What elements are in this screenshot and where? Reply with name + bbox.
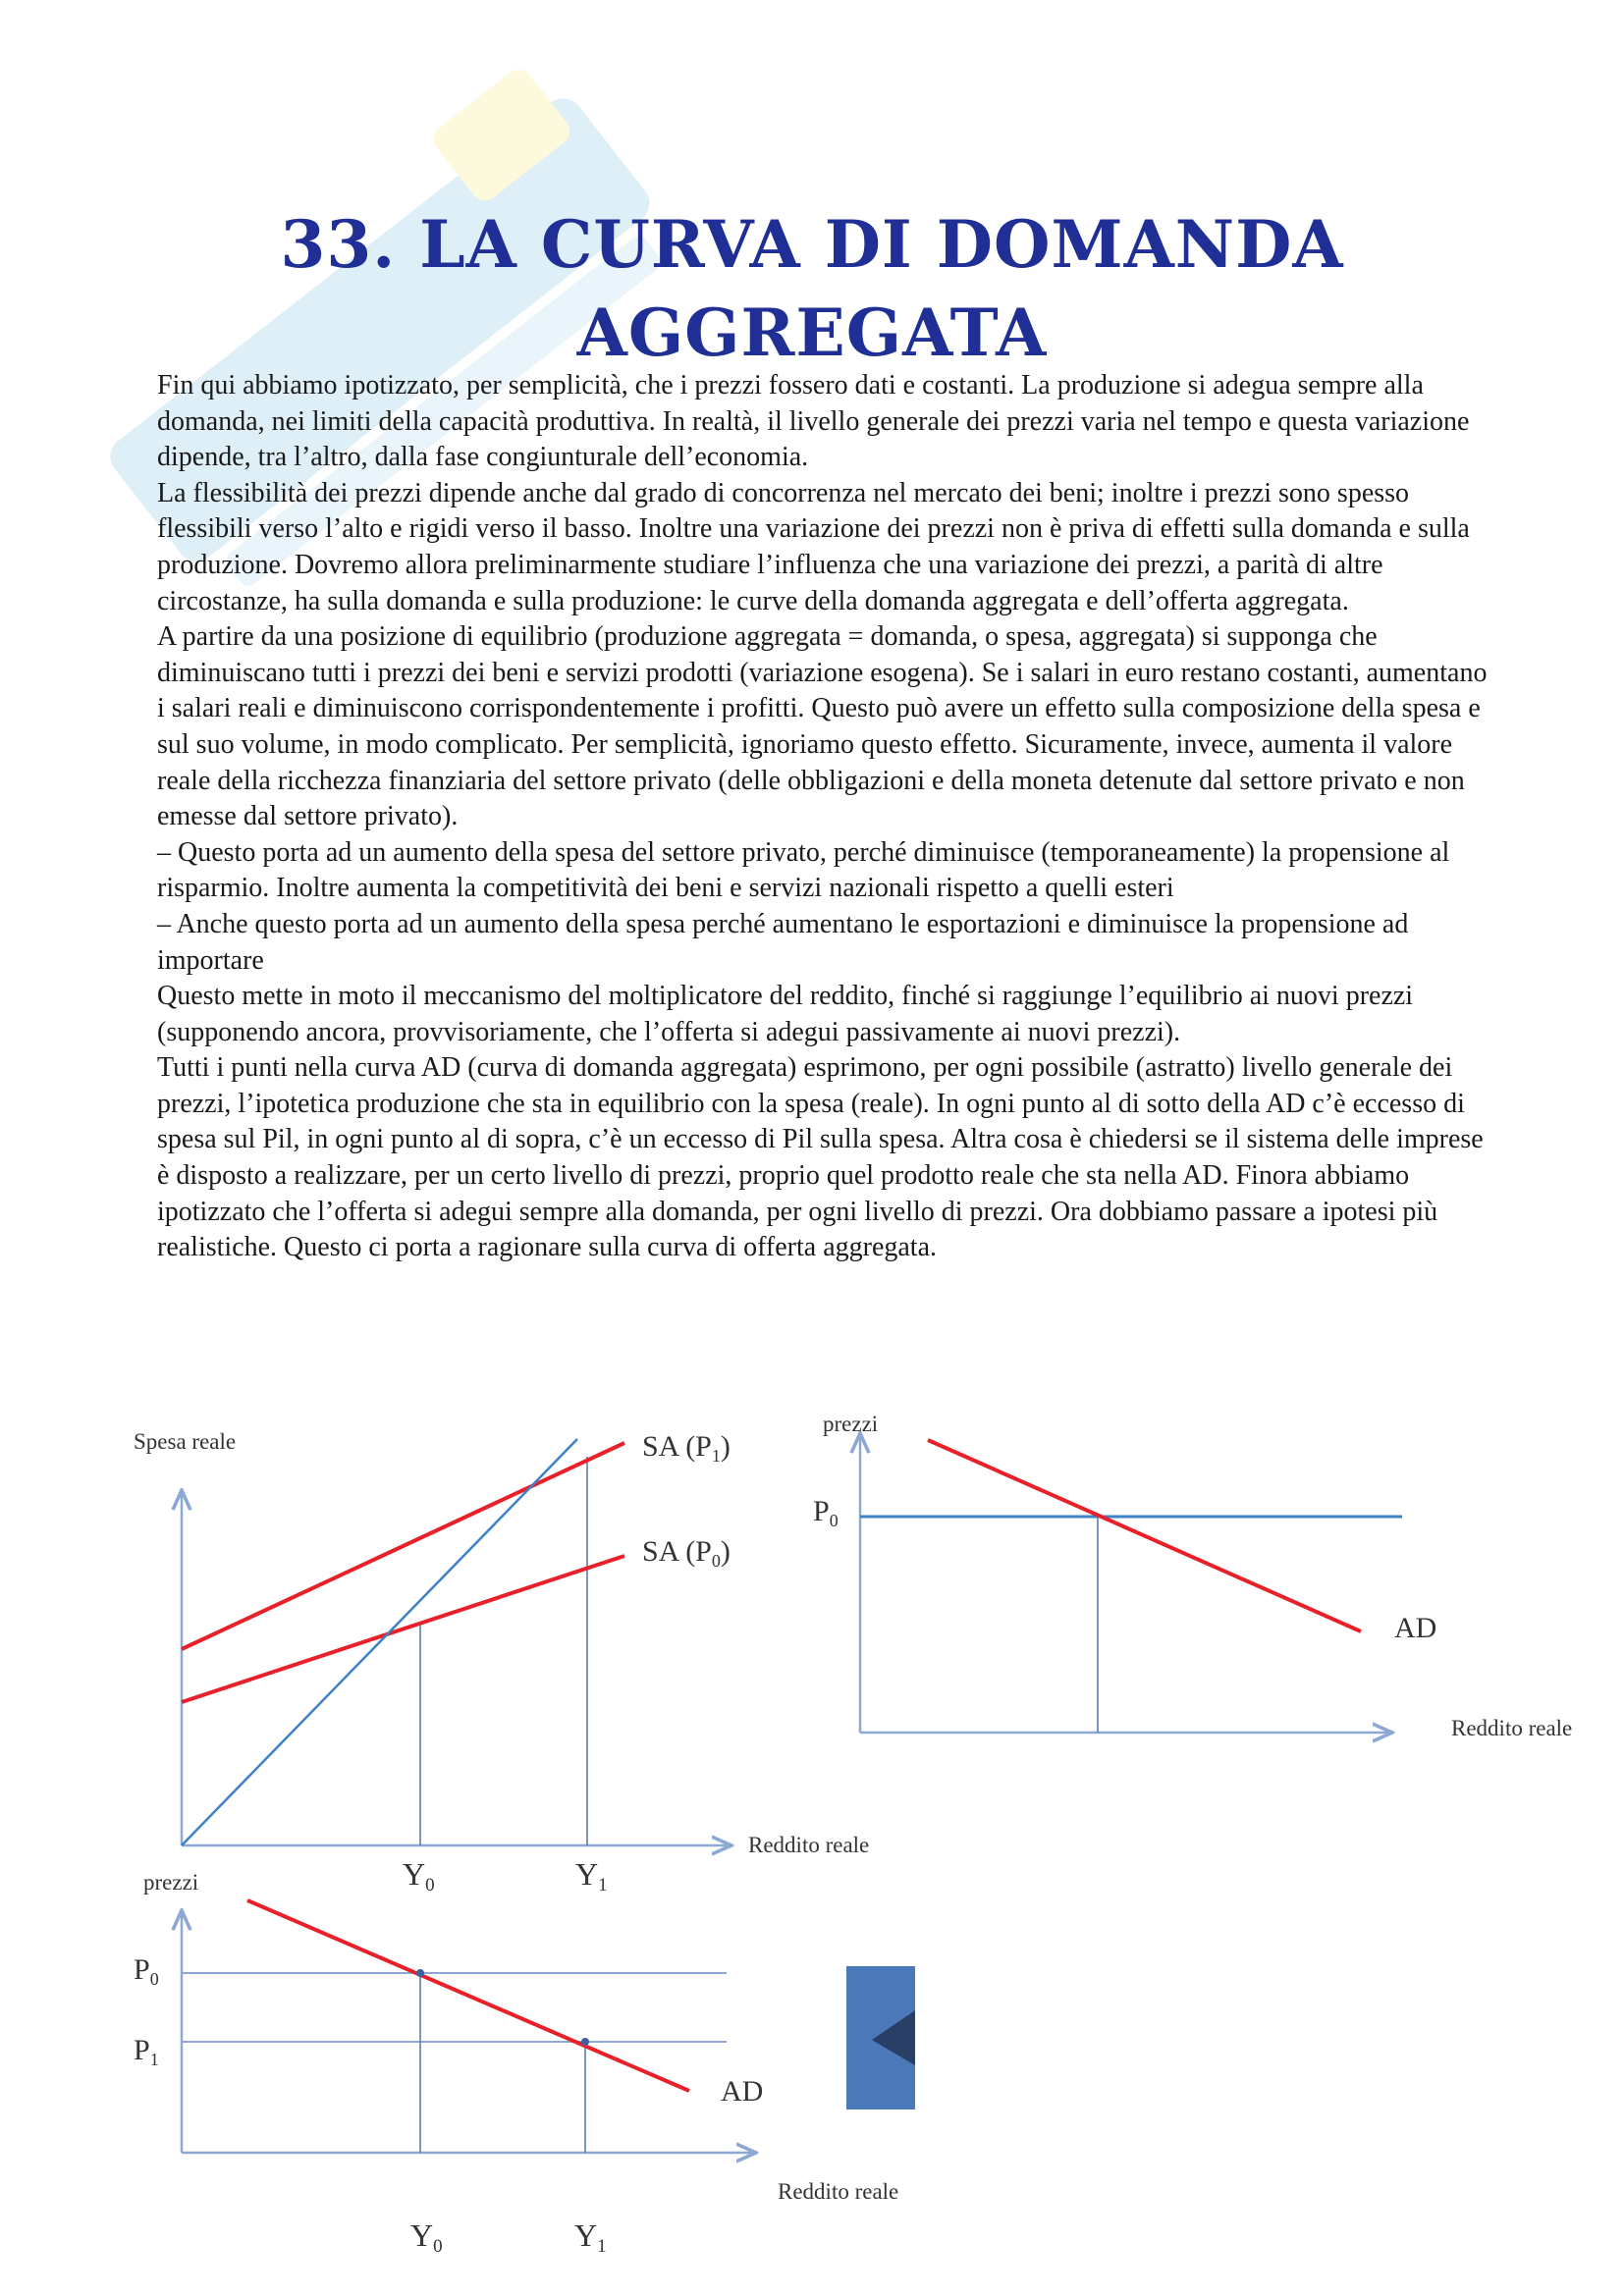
forty-five-line xyxy=(182,1439,577,1845)
price-one-y-label: prezzi xyxy=(823,1412,879,1436)
spending-chart xyxy=(134,1429,869,1896)
price-one-x-label: Reddito reale xyxy=(1451,1716,1573,1740)
price-two-y-label: prezzi xyxy=(143,1870,199,1895)
title-line-2: AGGREGATA xyxy=(576,294,1048,372)
price-two-y1-label: Y1 xyxy=(574,2217,607,2257)
price-one-p0-label: $P_0$ xyxy=(813,1495,839,1530)
title-line-1: 33. LA CURVA DI DOMANDA xyxy=(280,206,1344,284)
price-two-p0-label: $P_0$ xyxy=(134,1953,159,1989)
paragraph: La flessibilità dei prezzi dipende anche dal grado di concorrenza nel mercato dei beni; inoltre i prezzi sono spesso flessibili verso l’alto e rigidi verso il basso. Inoltre una variazione dei prezzi non è priva di effetti sulla domanda e sulla produzione. Dovremo allora preliminarmente studiare l’influenza che una variazione dei prezzi, a parità di altre circostanze, ha sulla domanda e sulla produzione: le curve della domanda aggregata e dell’offerta aggregata. xyxy=(157,477,1470,616)
price-two-p1-label: $P_1$ xyxy=(134,2034,159,2069)
paragraph: Questo mette in moto il meccanismo del moltiplicatore del reddito, finché si raggiunge l’equilibrio ai nuovi prezzi (supponendo ancora, provvisoriamente, che l’offerta si adegui passivamente ai nuovi prezzi). xyxy=(157,981,1414,1047)
spending-y-label: Spesa reale xyxy=(134,1429,237,1454)
sa1-label: SA $(P_1)$ xyxy=(642,1430,731,1466)
sa0-line xyxy=(182,1556,624,1702)
price-chart-two xyxy=(134,1870,898,2257)
spending-x-label: Reddito reale xyxy=(748,1833,870,1857)
price-two-ad-label: AD xyxy=(721,2075,764,2108)
price-two-x-label: Reddito reale xyxy=(778,2179,899,2204)
sa0-label: SA $(P_0)$ xyxy=(642,1535,731,1571)
equilibrium-point-p0 xyxy=(416,1969,424,1977)
equilibrium-point-p1 xyxy=(581,2038,589,2046)
y0-label: Y0 xyxy=(403,1856,435,1896)
y1-label: Y1 xyxy=(575,1856,608,1896)
price-two-y0-label: Y0 xyxy=(410,2217,443,2257)
price-chart-one xyxy=(813,1412,1572,1740)
ad-line-two xyxy=(247,1900,689,2091)
paragraph: – Questo porta ad un aumento della spesa del settore privato, perché diminuisce (temporaneamente) la propensione al risparmio. Inoltre aumenta la competitività dei beni e servizi nazionali rispetto a quelli esteri xyxy=(157,836,1450,904)
price-one-ad-label: AD xyxy=(1394,1612,1437,1644)
ad-line-one xyxy=(928,1440,1361,1631)
paragraph: Fin qui abbiamo ipotizzato, per semplicità, che i prezzi fossero dati e costanti. La produzione si adegua sempre alla domanda, nei limiti della capacità produttiva. In realtà, il livello generale dei prezzi varia nel tempo e questa variazione dipende, tra l’altro, dalla fase congiunturale dell’economia. xyxy=(157,370,1470,473)
previous-slide-button[interactable] xyxy=(846,1966,915,2109)
paragraph: A partire da una posizione di equilibrio (produzione aggregata = domanda, o spesa, aggregata) si supponga che diminuiscano tutti i prezzi dei beni e servizi prodotti (variazione esogena). Se i salari in euro restano costanti, aumentano i salari reali e diminuiscono corrispondentemente i profitti. Questo può avere un effetto sulla composizione della spesa e sul suo volume, in modo complicato. Per semplicità, ignoriamo questo effetto. Sicuramente, invece, aumenta il valore reale della ricchezza finanziaria del settore privato (delle obbligazioni e della moneta detenute dal settore privato e non emesse dal settore privato). xyxy=(157,621,1488,832)
paragraph: – Anche questo porta ad un aumento della spesa perché aumentano le esportazioni e diminuisce la propensione ad importare xyxy=(157,908,1409,976)
paragraph: Tutti i punti nella curva AD (curva di domanda aggregata) esprimono, per ogni possibile (astratto) livello generale dei prezzi, l’ipotetica produzione che sta in equilibrio con la spesa (reale). In ogni punto al di sotto della AD c’è eccesso di spesa sul Pil, in ogni punto al di sopra, c’è un eccesso di Pil sulla spesa. Altra cosa è chiedersi se il sistema delle imprese è disposto a realizzare, per un certo livello di prezzi, proprio quel prodotto reale che sta nella AD. Finora abbiamo ipotizzato che l’offerta si adegui sempre alla domanda, per ogni livello di prezzi. Ora dobbiamo passare a ipotesi più realistiche. Questo ci porta a ragionare sulla curva di offerta aggregata. xyxy=(157,1052,1484,1263)
